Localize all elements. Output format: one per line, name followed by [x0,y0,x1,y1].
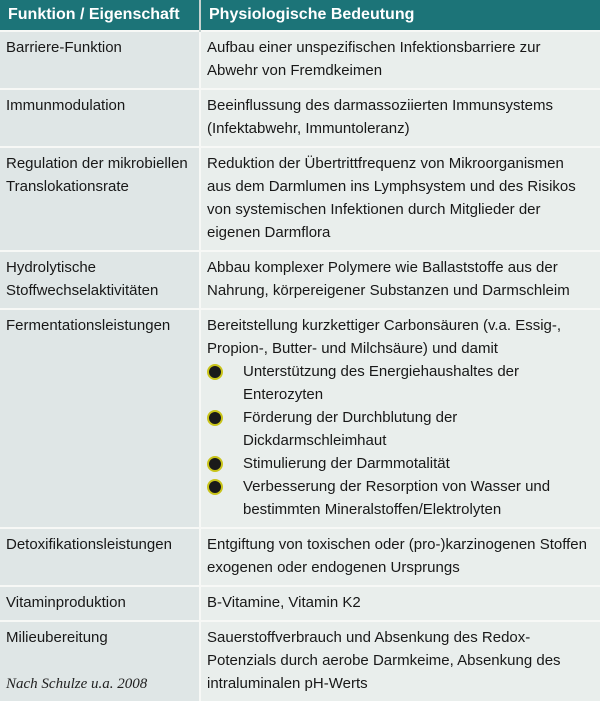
function-cell: Hydrolytische Stoffwechselaktivitäten [0,251,200,309]
meaning-cell: Abbau komplexer Polymere wie Ballaststoffe aus der Nahrung, körpereigener Substanzen und Darmschleim [200,251,600,309]
function-cell: Barriere-Funktion [0,31,200,89]
bullet-text: Förderung der Durchblutung der Dickdarmschleimhaut [243,409,458,449]
column-header-meaning: Physiologische Bedeutung [200,0,600,31]
bullet-text: Stimulierung der Darmmotalität [243,455,450,472]
list-item [207,475,592,521]
meaning-intro: Bereitstellung kurzkettiger Carbonsäuren (v.a. Essig-, Propion-, Butter- und Milchsäure) und damit [207,317,562,357]
list-item [207,406,592,452]
table-header-row [0,0,600,31]
bullet-text: Verbesserung der Resorption von Wasser und bestimmten Mineralstoffen/Elektrolyten [243,478,551,518]
table-row [0,309,600,528]
function-cell: Detoxifikationsleistungen [0,528,200,586]
bullet-text: Unterstützung des Energiehaushaltes der Enterozyten [243,363,520,403]
meaning-cell: Reduktion der Übertrittfrequenz von Mikroorganismen aus dem Darmlumen ins Lymphsystem und des Risikos von systemischen Infektionen durch Mitglieder der eigenen Darmflora [200,147,600,251]
bullet-icon [207,364,223,380]
bullet-list [207,360,592,521]
meaning-cell [200,309,600,528]
meaning-cell: B-Vitamine, Vitamin K2 [200,586,600,621]
meaning-cell: Beeinflussung des darmassoziierten Immunsystems (Infektabwehr, Immuntoleranz) [200,89,600,147]
function-cell: Regulation der mikrobiellen Translokationsrate [0,147,200,251]
source-citation: Nach Schulze u.a. 2008 [6,676,148,692]
function-cell: Immunmodulation [0,89,200,147]
table-row [0,528,600,586]
table-row [0,31,600,89]
table-row [0,89,600,147]
bullet-icon [207,479,223,495]
meaning-cell: Aufbau einer unspezifischen Infektionsbarriere zur Abwehr von Fremdkeimen [200,31,600,89]
bullet-icon [207,410,223,426]
function-cell: Fermentationsleistungen [0,309,200,528]
column-header-function: Funktion / Eigenschaft [0,0,200,31]
meaning-cell: Sauerstoffverbrauch und Absenkung des Redox-Potenzials durch aerobe Darmkeime, Absenkung des intraluminalen pH-Werts [200,621,600,701]
table-row [0,586,600,621]
table-row [0,251,600,309]
list-item [207,360,592,406]
function-cell: Vitaminproduktion [0,586,200,621]
bullet-icon [207,456,223,472]
meaning-cell: Entgiftung von toxischen oder (pro-)karzinogenen Stoffen exogenen oder endogenen Ursprungs [200,528,600,586]
table-row [0,147,600,251]
function-cell: Milieubereitung [0,621,200,701]
list-item [207,452,592,475]
